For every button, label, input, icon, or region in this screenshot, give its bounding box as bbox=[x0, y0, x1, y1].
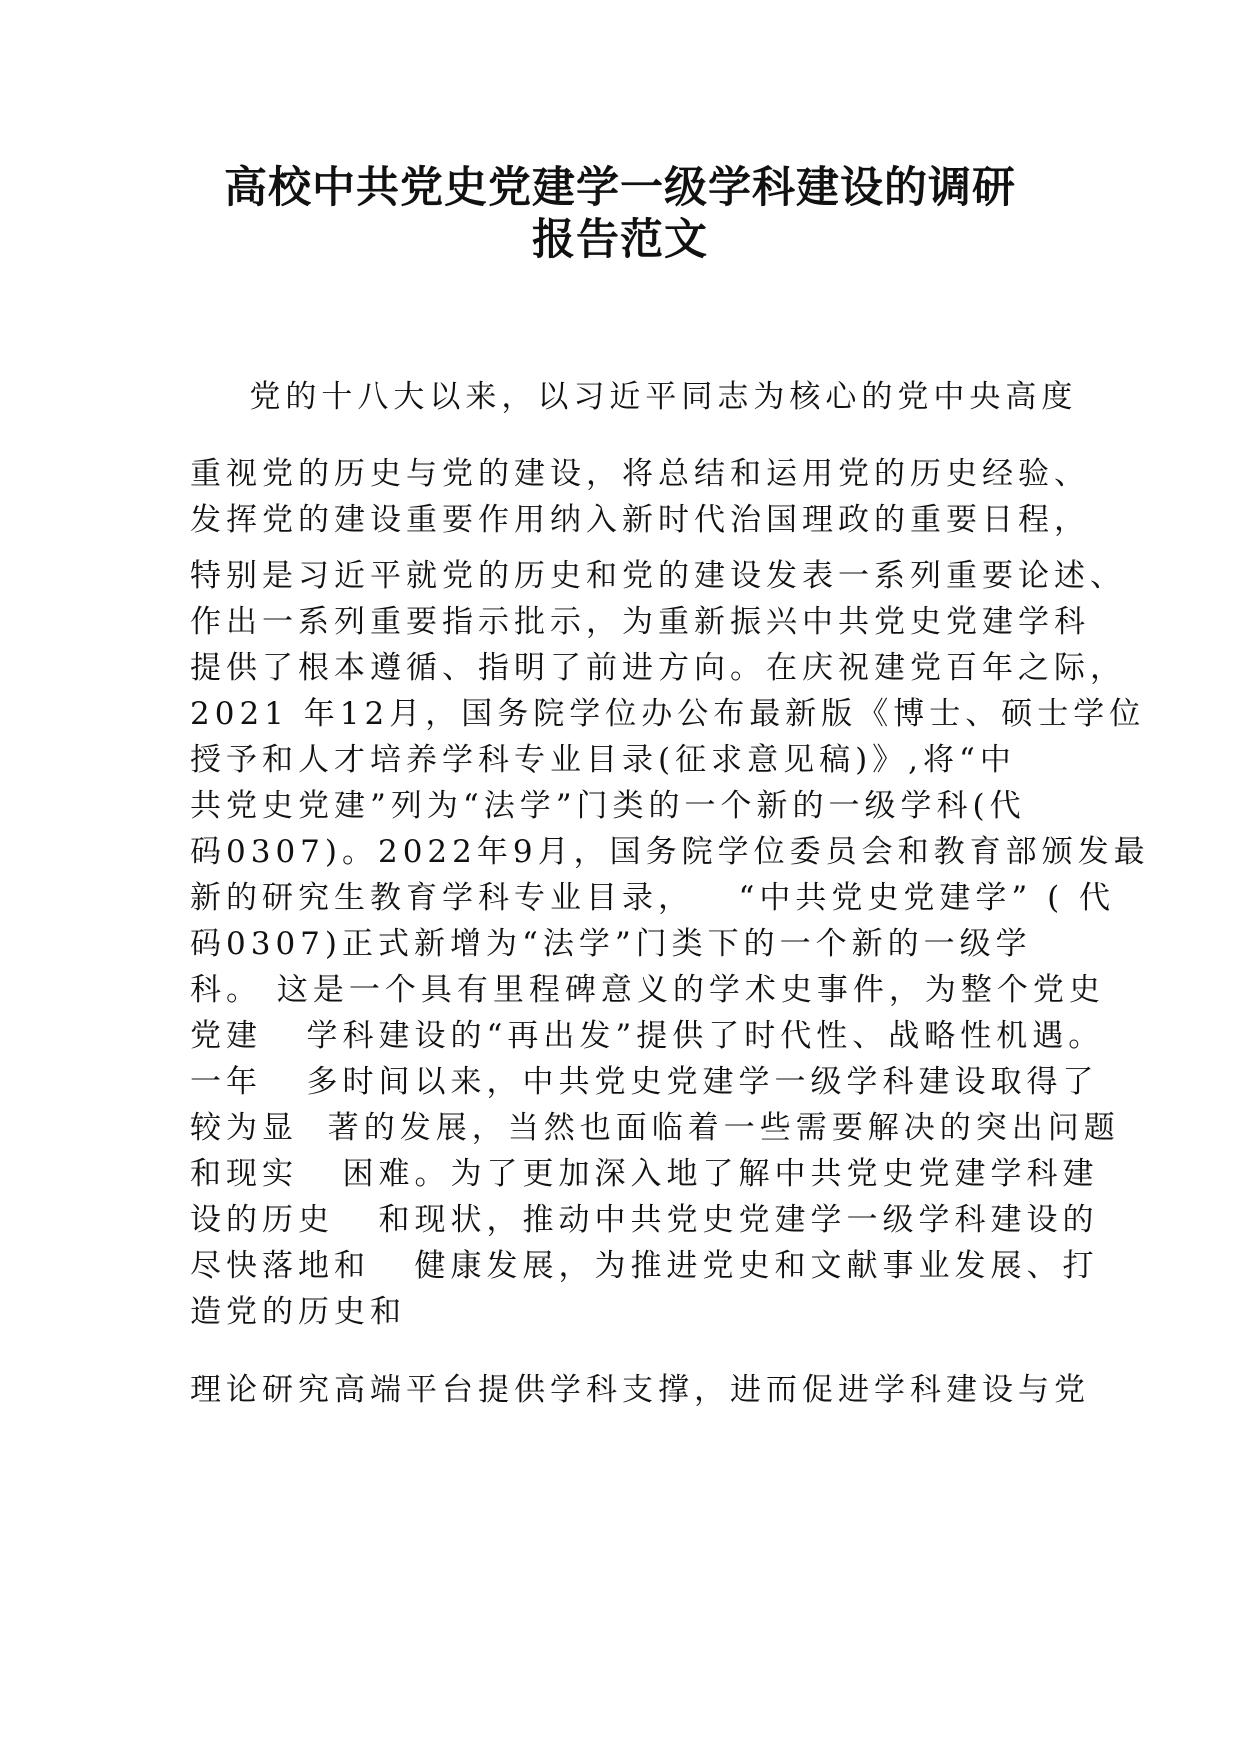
body-line-19: 尽快落地和 健康发展，为推进党史和文献事业发展、打 bbox=[190, 1248, 1099, 1284]
document-title-line-1: 高校中共党史党建学一级学科建设的调研 bbox=[224, 163, 1016, 213]
body-line-12: 码0307)正式新增为“法学”门类下的一个新的一级学 bbox=[190, 926, 1032, 962]
body-line-16: 较为显 著的发展，当然也面临着一些需要解决的突出问题 bbox=[190, 1110, 1120, 1146]
body-line-9: 共党史党建”列为“法学”门类的一个新的一级学科(代 bbox=[190, 788, 1026, 824]
document-title-line-2: 报告范文 bbox=[532, 215, 708, 265]
body-line-13: 科。 这是一个具有里程碑意义的学术史事件，为整个党史 bbox=[190, 972, 1105, 1008]
body-line-17: 和现实 困难。为了更加深入地了解中共党史党建学科建 bbox=[190, 1156, 1099, 1192]
body-line-1: 党的十八大以来，以习近平同志为核心的党中央高度 bbox=[190, 379, 1078, 415]
body-line-8: 授予和人才培养学科专业目录(征求意见稿)》,将“中 bbox=[190, 742, 1016, 778]
body-line-4: 特别是习近平就党的历史和党的建设发表一系列重要论述、 bbox=[190, 558, 1126, 594]
body-line-10: 码0307)。2022年9月，国务院学位委员会和教育部颁发最 bbox=[190, 834, 1150, 870]
body-line-6: 提供了根本遵循、指明了前进方向。在庆祝建党百年之际， bbox=[190, 650, 1126, 686]
body-line-18: 设的历史 和现状，推动中共党史党建学一级学科建设的 bbox=[190, 1202, 1099, 1238]
body-line-14: 党建 学科建设的“再出发”提供了时代性、战略性机遇。 bbox=[190, 1018, 1105, 1054]
body-line-15: 一年 多时间以来，中共党史党建学一级学科建设取得了 bbox=[190, 1064, 1099, 1100]
body-line-21: 理论研究高端平台提供学科支撑，进而促进学科建设与党 bbox=[190, 1372, 1090, 1408]
body-line-11: 新的研究生教育学科专业目录， “中共党史党建学” ( 代 bbox=[190, 880, 1116, 916]
body-line-2: 重视党的历史与党的建设，将总结和运用党的历史经验、 bbox=[190, 456, 1090, 492]
body-line-20: 造党的历史和 bbox=[190, 1294, 406, 1330]
body-line-5: 作出一系列重要指示批示，为重新振兴中共党史党建学科 bbox=[190, 604, 1090, 640]
body-line-3: 发挥党的建设重要作用纳入新时代治国理政的重要日程， bbox=[190, 502, 1090, 538]
body-line-7: 2021 年12月，国务院学位办公布最新版《博士、硕士学位 bbox=[190, 696, 1146, 732]
